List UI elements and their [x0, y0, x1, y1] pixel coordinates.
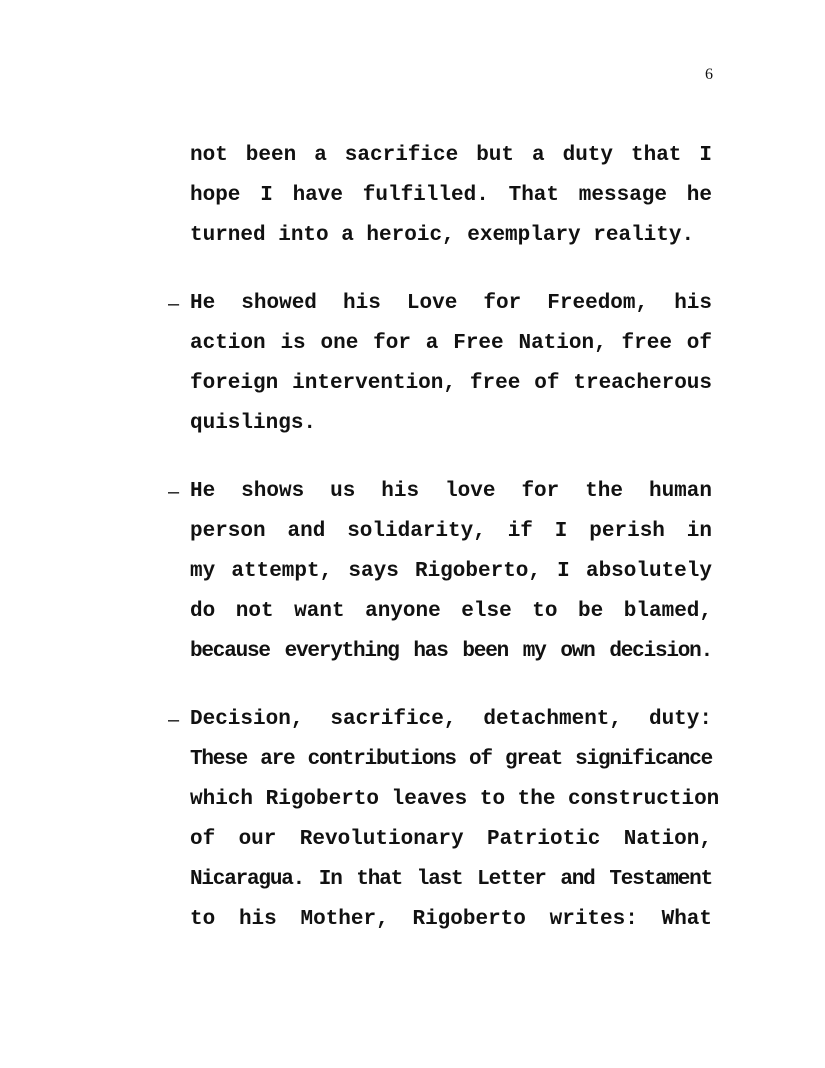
text-line: do not want anyone else to be blamed, [190, 600, 712, 623]
text-line: Decision, sacrifice, detachment, duty: [190, 708, 712, 731]
dash-bullet: – [168, 293, 180, 315]
text-line: because everything has been my own decision. [190, 640, 712, 663]
text-line: Nicaragua. In that last Letter and Testament [190, 868, 712, 891]
document-body [168, 136, 720, 968]
text-line: hope I have fulfilled. That message he [190, 184, 712, 207]
dash-bullet: – [168, 709, 180, 731]
text-line: action is one for a Free Nation, free of [190, 332, 712, 355]
page-number: 6 [705, 66, 713, 83]
text-line: He showed his Love for Freedom, his [190, 292, 712, 315]
text-line: foreign intervention, free of treacherous [190, 372, 712, 395]
text-line: which Rigoberto leaves to the construction [190, 788, 720, 811]
bullet-paragraph-freedom [168, 284, 712, 444]
bullet-paragraph-solidarity [168, 472, 712, 672]
text-line: to his Mother, Rigoberto writes: What [190, 908, 712, 931]
dash-bullet: – [168, 481, 180, 503]
text-line: He shows us his love for the human [190, 480, 712, 503]
text-line: person and solidarity, if I perish in [190, 520, 712, 543]
text-line: These are contributions of great significance [190, 748, 712, 771]
paragraph-continuation [168, 136, 712, 256]
text-line: of our Revolutionary Patriotic Nation, [190, 828, 712, 851]
text-line: my attempt, says Rigoberto, I absolutely [190, 560, 712, 583]
bullet-paragraph-decision [168, 700, 720, 940]
text-line: not been a sacrifice but a duty that I [190, 144, 712, 167]
text-line: quislings. [190, 412, 317, 435]
text-line: turned into a heroic, exemplary reality. [190, 224, 695, 247]
